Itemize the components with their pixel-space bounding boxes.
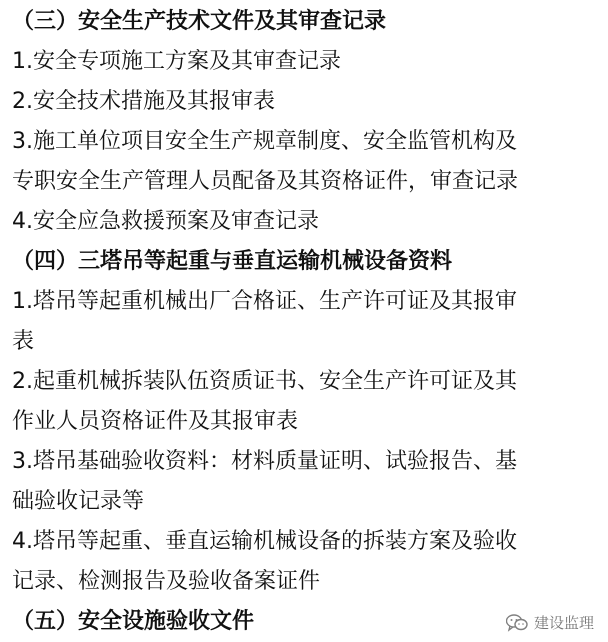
section-heading-4: （四）三塔吊等起重与垂直运输机械设备资料 <box>12 249 453 274</box>
list-item: 4.安全应急救援预案及审查记录 <box>12 209 319 234</box>
list-item-continuation: 专职安全生产管理人员配备及其资格证件，审查记录 <box>12 169 519 194</box>
list-item: 1.安全专项施工方案及其审查记录 <box>12 49 341 74</box>
document-body <box>12 2 604 642</box>
list-item-continuation: 作业人员资格证件及其报审表 <box>12 409 299 434</box>
list-item: 4.塔吊等起重、垂直运输机械设备的拆装方案及验收 <box>12 529 517 554</box>
list-item: 1.塔吊等起重机械出厂合格证、生产许可证及其报审 <box>12 289 517 314</box>
list-item-continuation: 记录、检测报告及验收备案证件 <box>12 569 321 594</box>
section-heading-5: （五）安全设施验收文件 <box>12 609 255 634</box>
list-item: 2.安全技术措施及其报审表 <box>12 89 275 114</box>
wechat-icon <box>506 614 528 632</box>
list-item: 3.塔吊基础验收资料：材料质量证明、试验报告、基 <box>12 449 517 474</box>
list-item: 2.起重机械拆装队伍资质证书、安全生产许可证及其 <box>12 369 517 394</box>
list-item-continuation: 础验收记录等 <box>12 489 145 514</box>
section-heading-3: （三）安全生产技术文件及其审查记录 <box>12 9 387 34</box>
list-item-continuation: 表 <box>12 329 35 354</box>
watermark <box>506 612 594 633</box>
watermark-text: 建设监理 <box>533 614 594 632</box>
list-item: 3.施工单位项目安全生产规章制度、安全监管机构及 <box>12 129 517 154</box>
